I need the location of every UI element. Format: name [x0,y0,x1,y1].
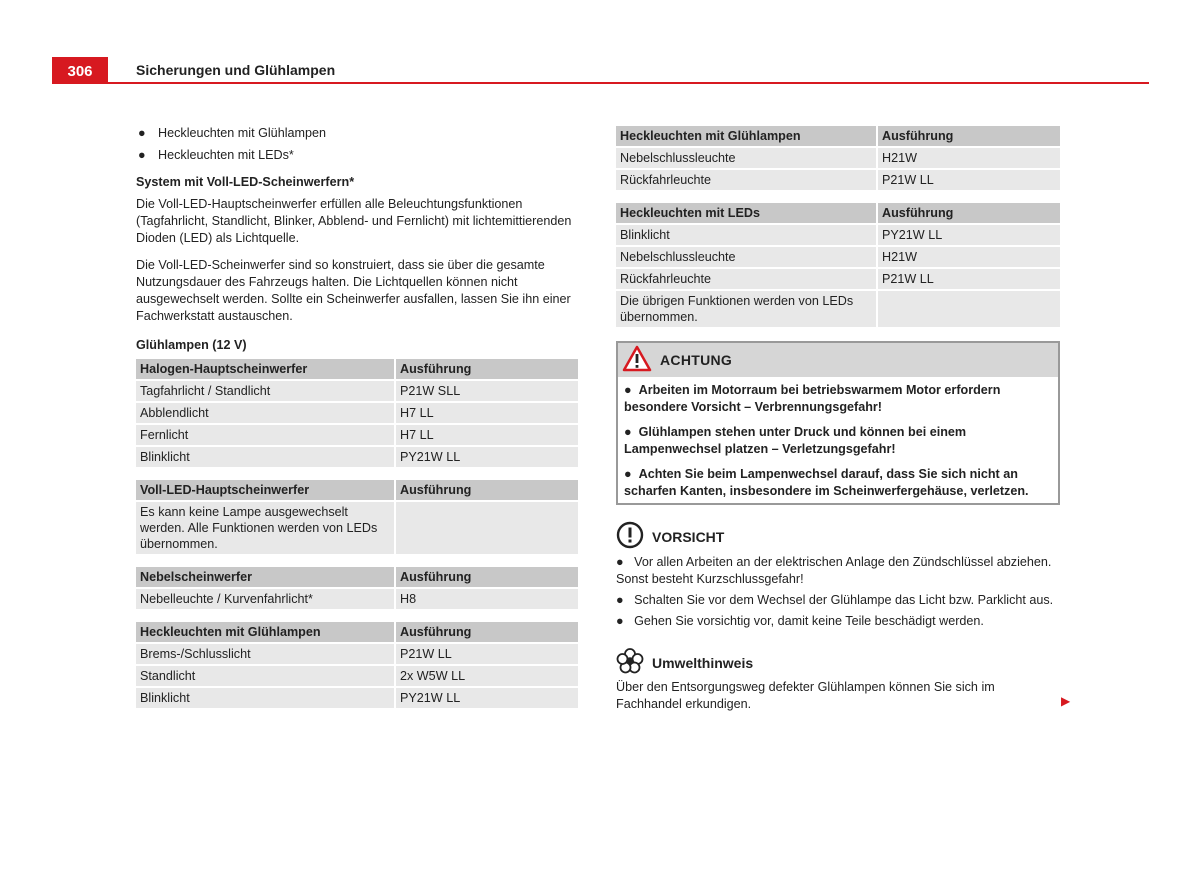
table-header-cell: Heckleuchten mit Glühlampen [136,622,394,642]
table-row [616,148,1060,168]
table-row [136,403,578,423]
table-cell [876,291,1060,327]
table-cell: Es kann keine Lampe ausgewechselt werden. Alle Funktionen werden von LEDs übernommen. [136,502,394,554]
caution-item: ● Vor allen Arbeiten an der elektrischen Anlage den Zündschlüssel abziehen. Sonst besteht Kurzschlussgefahr! [616,555,1052,586]
page-number: 306 [52,57,108,84]
table-header-cell: Ausführung [394,359,578,379]
table-cell: Nebelleuchte / Kurvenfahrlicht* [136,589,394,609]
warning-box [616,341,1060,505]
table-header-row [616,203,1060,223]
table-cell: H7 LL [394,425,578,445]
table-row [616,247,1060,267]
table-cell: Fernlicht [136,425,394,445]
table-header-cell: Halogen-Hauptscheinwerfer [136,359,394,379]
right-column [616,124,1060,713]
table-cell: P21W SLL [394,381,578,401]
warning-item: ● Arbeiten im Motorraum bei betriebswarmem Motor erfordern besondere Vorsicht – Verbrennungsgefahr! [618,377,1058,419]
table-fog [136,565,578,611]
bullet-icon: ● [138,126,146,140]
caution-item-text: Vor allen Arbeiten an der elektrischen Anlage den Zündschlüssel abziehen. Sonst besteht Kurzschlussgefahr! [616,555,1052,586]
table-rear-bulbs [136,620,578,710]
left-column [136,124,578,719]
table-cell: Rückfahrleuchte [616,269,876,289]
table-cell: H21W [876,247,1060,267]
lamps-title: Glühlampen (12 V) [136,338,247,352]
table-cell: PY21W LL [394,447,578,467]
table-cell: Blinklicht [616,225,876,245]
table-header-cell: Voll-LED-Hauptscheinwerfer [136,480,394,500]
warning-triangle-icon [622,345,652,375]
table-cell: P21W LL [394,644,578,664]
section-title: System mit Voll-LED-Scheinwerfern* [136,175,355,189]
table-cell: Blinklicht [136,688,394,708]
table-cell: Standlicht [136,666,394,686]
table-header-row [136,567,578,587]
table-header-cell: Heckleuchten mit LEDs [616,203,876,223]
exclamation-circle-icon [616,521,644,552]
warning-item-text: Arbeiten im Motorraum bei betriebswarmem Motor erfordern besondere Vorsicht – Verbrennungsgefahr! [624,383,1001,414]
table-header-cell: Ausführung [876,126,1060,146]
table-header-cell: Ausführung [394,567,578,587]
table-cell: H7 LL [394,403,578,423]
table-cell: PY21W LL [876,225,1060,245]
paragraph: Die Voll-LED-Hauptscheinwerfer erfüllen alle Beleuchtungsfunktionen (Tagfahrlicht, Standlicht, Blinker, Abblend- und Fernlicht) mit lichtemittierenden Dioden (LED) als Lichtquelle. [136,197,572,245]
table-header-cell: Ausführung [876,203,1060,223]
table-row [136,666,578,686]
caution-item: ● Schalten Sie vor dem Wechsel der Glühlampe das Licht bzw. Parklicht aus. [616,593,1054,607]
table-header-row [136,622,578,642]
env-text: Über den Entsorgungsweg defekter Glühlampen können Sie sich im Fachhandel erkundigen. [616,680,995,711]
table-rear-leds [616,201,1060,329]
list-item-text: Heckleuchten mit Glühlampen [158,126,326,140]
table-row [136,589,578,609]
caution-item-text: Schalten Sie vor dem Wechsel der Glühlampe das Licht bzw. Parklicht aus. [634,593,1054,607]
warning-body [618,377,1058,503]
table-header-cell: Heckleuchten mit Glühlampen [616,126,876,146]
continue-arrow-icon: ▶ [1061,694,1071,708]
bullet-icon: ● [138,148,146,162]
caution-title: VORSICHT [652,528,725,545]
table-row [136,425,578,445]
warning-item: ● Achten Sie beim Lampenwechsel darauf, dass Sie sich nicht an scharfen Kanten, insbesondere im Scheinwerfergehäuse, verletzen. [618,461,1058,503]
table-cell: Blinklicht [136,447,394,467]
warning-item: ● Glühlampen stehen unter Druck und können bei einem Lampenwechsel platzen – Verletzungsgefahr! [618,419,1058,461]
table-row [136,688,578,708]
table-cell: Rückfahrleuchte [616,170,876,190]
table-cell: P21W LL [876,170,1060,190]
table-row [136,644,578,664]
table-row [616,225,1060,245]
table-cell: H21W [876,148,1060,168]
env-header [616,648,1060,677]
table-row [136,381,578,401]
table-cell: 2x W5W LL [394,666,578,686]
table-full-led [136,478,578,556]
table-header-row [616,126,1060,146]
paragraph: Die Voll-LED-Scheinwerfer sind so konstruiert, dass sie über die gesamte Nutzungsdauer des Fahrzeugs halten. Die Lichtquellen können nicht ausgewechselt werden. Sollte ein Scheinwerfer ausfallen, lassen Sie ihn einer Fachwerkstatt austauschen. [136,258,571,323]
warning-item-text: Achten Sie beim Lampenwechsel darauf, dass Sie sich nicht an scharfen Kanten, insbesondere im Scheinwerfergehäuse, verletzen. [624,467,1029,498]
table-header-row [136,359,578,379]
warning-header [618,343,1058,377]
flower-icon [616,648,644,677]
table-row [616,291,1060,327]
table-halogen [136,357,578,469]
table-cell: Nebelschlussleuchte [616,247,876,267]
table-rear-bulbs-cont [616,124,1060,192]
caution-item: ● Gehen Sie vorsichtig vor, damit keine Teile beschädigt werden. [616,614,984,628]
table-header-cell: Ausführung [394,622,578,642]
table-cell: H8 [394,589,578,609]
table-row [616,269,1060,289]
env-title: Umwelthinweis [652,654,754,671]
table-cell: Die übrigen Funktionen werden von LEDs übernommen. [616,291,876,327]
list-item [138,124,578,142]
table-cell: Tagfahrlicht / Standlicht [136,381,394,401]
table-row [136,502,578,554]
table-cell: PY21W LL [394,688,578,708]
table-cell: P21W LL [876,269,1060,289]
caution-item-text: Gehen Sie vorsichtig vor, damit keine Teile beschädigt werden. [634,614,984,628]
warning-title: ACHTUNG [660,352,733,368]
table-cell: Brems-/Schlusslicht [136,644,394,664]
table-cell [394,502,578,554]
table-row [136,447,578,467]
caution-header [616,521,1060,552]
warning-item-text: Glühlampen stehen unter Druck und können bei einem Lampenwechsel platzen – Verletzungsgefahr! [624,425,967,456]
table-cell: Abblendlicht [136,403,394,423]
table-row [616,170,1060,190]
table-header-cell: Nebelscheinwerfer [136,567,394,587]
list-item-text: Heckleuchten mit LEDs* [158,148,294,162]
table-cell: Nebelschlussleuchte [616,148,876,168]
list-item [138,146,578,164]
header-rule [52,82,1149,84]
table-header-row [136,480,578,500]
table-header-cell: Ausführung [394,480,578,500]
page-title: Sicherungen und Glühlampen [136,62,336,78]
